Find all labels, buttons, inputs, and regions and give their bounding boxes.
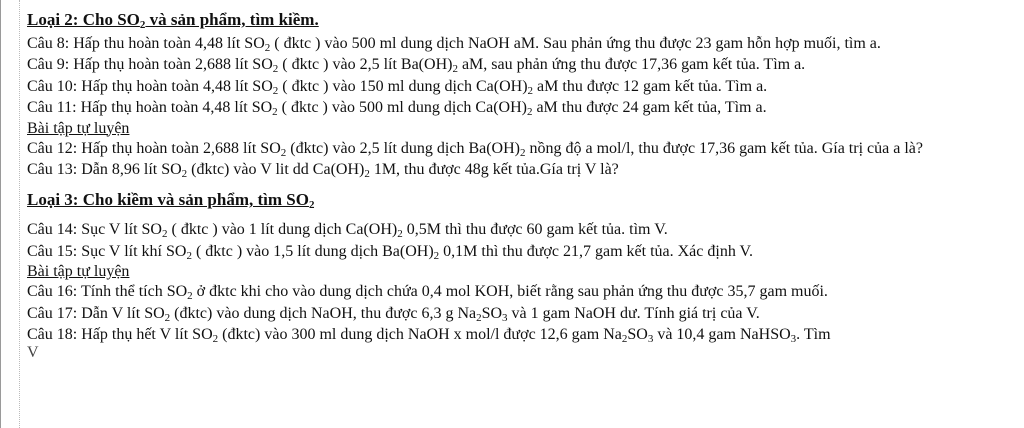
question-label: Câu 10: — [27, 77, 78, 95]
question-11 — [27, 97, 1014, 119]
section-heading-type-2: Loại 2: Cho $SO_2$ và sản phẩm, tìm kiềm. — [27, 10, 319, 31]
question-13 — [27, 159, 1014, 181]
question-8 — [27, 33, 1014, 54]
question-label: Câu 13: — [27, 160, 78, 178]
practice-heading-type-2: Bài tập tự luyện — [27, 119, 130, 137]
question-15 — [27, 241, 1014, 263]
question-label: Câu 16: — [27, 283, 78, 300]
question-10 — [27, 76, 1014, 98]
question-text: Tính thể tích $SO_2$ ở đktc khi cho vào dung dịch chứa 0,4 mol KOH, biết rằng sau phản ứng thu được 35,7 gam muối. — [80, 283, 828, 302]
question-18 — [27, 324, 1014, 346]
question-label: Câu 18: — [27, 326, 78, 343]
question-label: Câu 17: — [27, 304, 78, 322]
question-text: Dẫn 8,96 lít $SO_2$ (đktc) vào V lit dd $Ca(OH)_2$ 1M, thu được 48g kết tủa.Gía trị V là? — [81, 160, 619, 180]
question-17 — [27, 303, 1014, 325]
question-label: Câu 14: — [27, 221, 78, 238]
question-label: Câu 15: — [27, 242, 78, 260]
question-label: Câu 11: — [27, 99, 77, 116]
section-heading-type-3: Loại 3: Cho kiềm và sản phẩm, tìm $SO_2$ — [27, 190, 315, 211]
cut-off-line: V — [27, 343, 39, 361]
question-text: Dẫn V lít $SO_2$ (đktc) vào dung dịch NaOH, thu được 6,3 g $Na_2SO_3$ và 1 gam NaOH dư. Tính giá trị của V. — [81, 304, 760, 324]
question-12 — [27, 138, 1014, 159]
question-14 — [27, 219, 1014, 241]
practice-heading-type-3: Bài tập tự luyện — [27, 263, 130, 280]
question-label: Câu 12: — [27, 139, 78, 157]
question-text: Hấp thụ hoàn toàn 4,48 lít $SO_2$ ( đktc ) vào 500 ml dung dịch $Ca(OH)_2$ aM thu được 24 gam kết tủa, Tìm a. — [80, 99, 767, 118]
question-text: Hấp thụ hết V lít $SO_2$ (đktc) vào 300 ml dung dịch NaOH x mol/l được 12,6 gam $Na_2SO_3$ và 10,4 gam NaHSO$_3$. Tìm — [81, 326, 831, 345]
question-label: Câu 9: — [27, 56, 70, 73]
question-text: Hấp thụ hoàn toàn 2,688 lít $SO_2$ ( đktc ) vào 2,5 lít $Ba(OH)_2$ aM, sau phản ứng thu được 17,36 gam kết tủa. Tìm a. — [73, 56, 806, 75]
question-text: Sục V lít $SO_2$ ( đktc ) vào 1 lít dung dịch $Ca(OH)_2$ 0,5M thì thu được 60 gam kết tủa. tìm V. — [81, 221, 668, 240]
question-text: Sục V lít khí $SO_2$ ( đktc ) vào 1,5 lít dung dịch $Ba(OH)_2$ 0,1M thì thu được 21,7 gam kết tủa. Xác định V. — [81, 242, 754, 262]
question-text: Hấp thụ hoàn toàn 4,48 lít $SO_2$ ( đktc ) vào 150 ml dung dịch $Ca(OH)_2$ aM thu được 12 gam kết tủa. Tìm a. — [81, 77, 768, 97]
question-9 — [27, 54, 1014, 76]
question-text: Hấp thu hoàn toàn 4,48 lít $SO_2$ ( đktc ) vào 500 ml dung dịch NaOH aM. Sau phản ứng thu được 23 gam hỗn hợp muối, tìm a. — [73, 35, 881, 54]
question-label: Câu 8: — [27, 35, 70, 52]
question-16 — [27, 281, 1014, 303]
question-text: Hấp thụ hoàn toàn 2,688 lít $SO_2$ (đktc) vào 2,5 lít dung dịch $Ba(OH)_2$ nồng độ a mol/l, thu được 17,36 gam kết tủa. Gía trị của a là? — [81, 139, 923, 159]
